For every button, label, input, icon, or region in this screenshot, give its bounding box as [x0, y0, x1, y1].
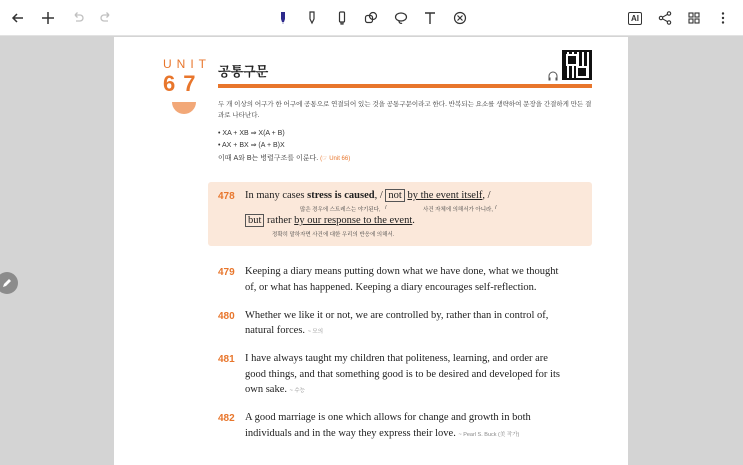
eraser-icon[interactable]: [448, 6, 472, 30]
sentence-number: 479: [218, 267, 235, 278]
gloss-478-c: 정확히 말하자면 사건에 대한 우리의 반응에 의해서.: [272, 232, 395, 238]
text-icon[interactable]: [418, 6, 442, 30]
floating-pen-icon[interactable]: [0, 272, 18, 294]
unit-label: UNIT: [163, 57, 211, 71]
formula-2: • AX + BX ⇒ (A + B)X: [218, 142, 285, 149]
qr-code[interactable]: [562, 50, 592, 80]
title-rule: [218, 84, 592, 88]
page-title: 공통구문: [218, 64, 269, 79]
formula-1: • XA + XB ⇒ X(A + B): [218, 130, 285, 137]
lasso-icon[interactable]: [389, 6, 413, 30]
gloss-478-b: 사건 자체에 의해서가 아니라,: [423, 207, 493, 213]
headphone-icon[interactable]: [547, 70, 559, 82]
sentence-481-line3: own sake. ~ 수능: [245, 384, 305, 395]
shapes-icon[interactable]: [359, 6, 383, 30]
grid-icon[interactable]: [682, 6, 706, 30]
sentence-480-line2: natural forces. ~ 모의: [245, 325, 324, 336]
ai-icon[interactable]: [623, 6, 647, 30]
unit-decoration: [172, 102, 196, 114]
undo-icon[interactable]: [66, 6, 90, 30]
document-page: [114, 37, 628, 465]
intro-text: 두 개 이상의 어구가 한 어구에 공통으로 연결되어 있는 것을 공통구문이라고 한다. 반복되는 요소를 생략하여 문장을 간결하게 만든 결과로 나타난다.: [218, 101, 592, 119]
sentence-number: 480: [218, 311, 235, 322]
sentence-479-line2: of, or what has happened. Keeping a diary encourages self-reflection.: [245, 282, 537, 293]
sentence-481-line2: good things, and that something good is to be desired and developed for its: [245, 369, 560, 380]
highlighter-icon[interactable]: [330, 6, 354, 30]
formula-3-text: 이때 A와 B는 병렬구조를 이룬다.: [218, 155, 319, 162]
gloss-478-a: 많은 경우에 스트레스는 야기된다,: [300, 207, 381, 213]
unit-number: 67: [163, 71, 204, 96]
add-icon[interactable]: [36, 6, 60, 30]
sentence-481-line1: I have always taught my children that politeness, learning, and order are: [245, 353, 548, 364]
left-gutter: [0, 37, 114, 465]
sentence-480-line1: Whether we like it or not, we are controlled by, rather than in control of,: [245, 310, 549, 321]
unit-reference-link[interactable]: (☞ Unit 66): [320, 156, 351, 162]
source-note: ~ 모의: [307, 329, 324, 335]
right-gutter: [628, 37, 743, 465]
marker-icon[interactable]: [271, 6, 295, 30]
share-icon[interactable]: [653, 6, 677, 30]
back-arrow-icon[interactable]: [6, 6, 30, 30]
sentence-482-line1: A good marriage is one which allows for change and growth in both: [245, 412, 531, 423]
sentence-number: 481: [218, 354, 235, 365]
sentence-479-line1: Keeping a diary means putting down what we have done, what we thought: [245, 266, 559, 277]
ai-label: AI: [628, 12, 642, 25]
formula-3: [218, 153, 350, 163]
sentence-number: 482: [218, 413, 235, 424]
gloss-478-slash1: /: [385, 205, 387, 211]
more-icon[interactable]: [711, 6, 735, 30]
sentence-number: 478: [218, 191, 235, 202]
top-toolbar: [0, 0, 743, 36]
source-note: ~ Pearl S. Buck (美 작가): [458, 432, 520, 438]
sentence-478-line2: but rather by our response to the event.: [245, 213, 415, 229]
redo-icon[interactable]: [94, 6, 118, 30]
gloss-478-slash2: /: [495, 205, 497, 211]
sentence-478-line1: In many cases stress is caused, / not by the event itself, /: [245, 190, 491, 201]
pen-icon[interactable]: [300, 6, 324, 30]
source-note: ~ 수능: [289, 388, 305, 394]
sentence-482-line2: individuals and in the way they express their love. ~ Pearl S. Buck (美 작가): [245, 428, 520, 439]
